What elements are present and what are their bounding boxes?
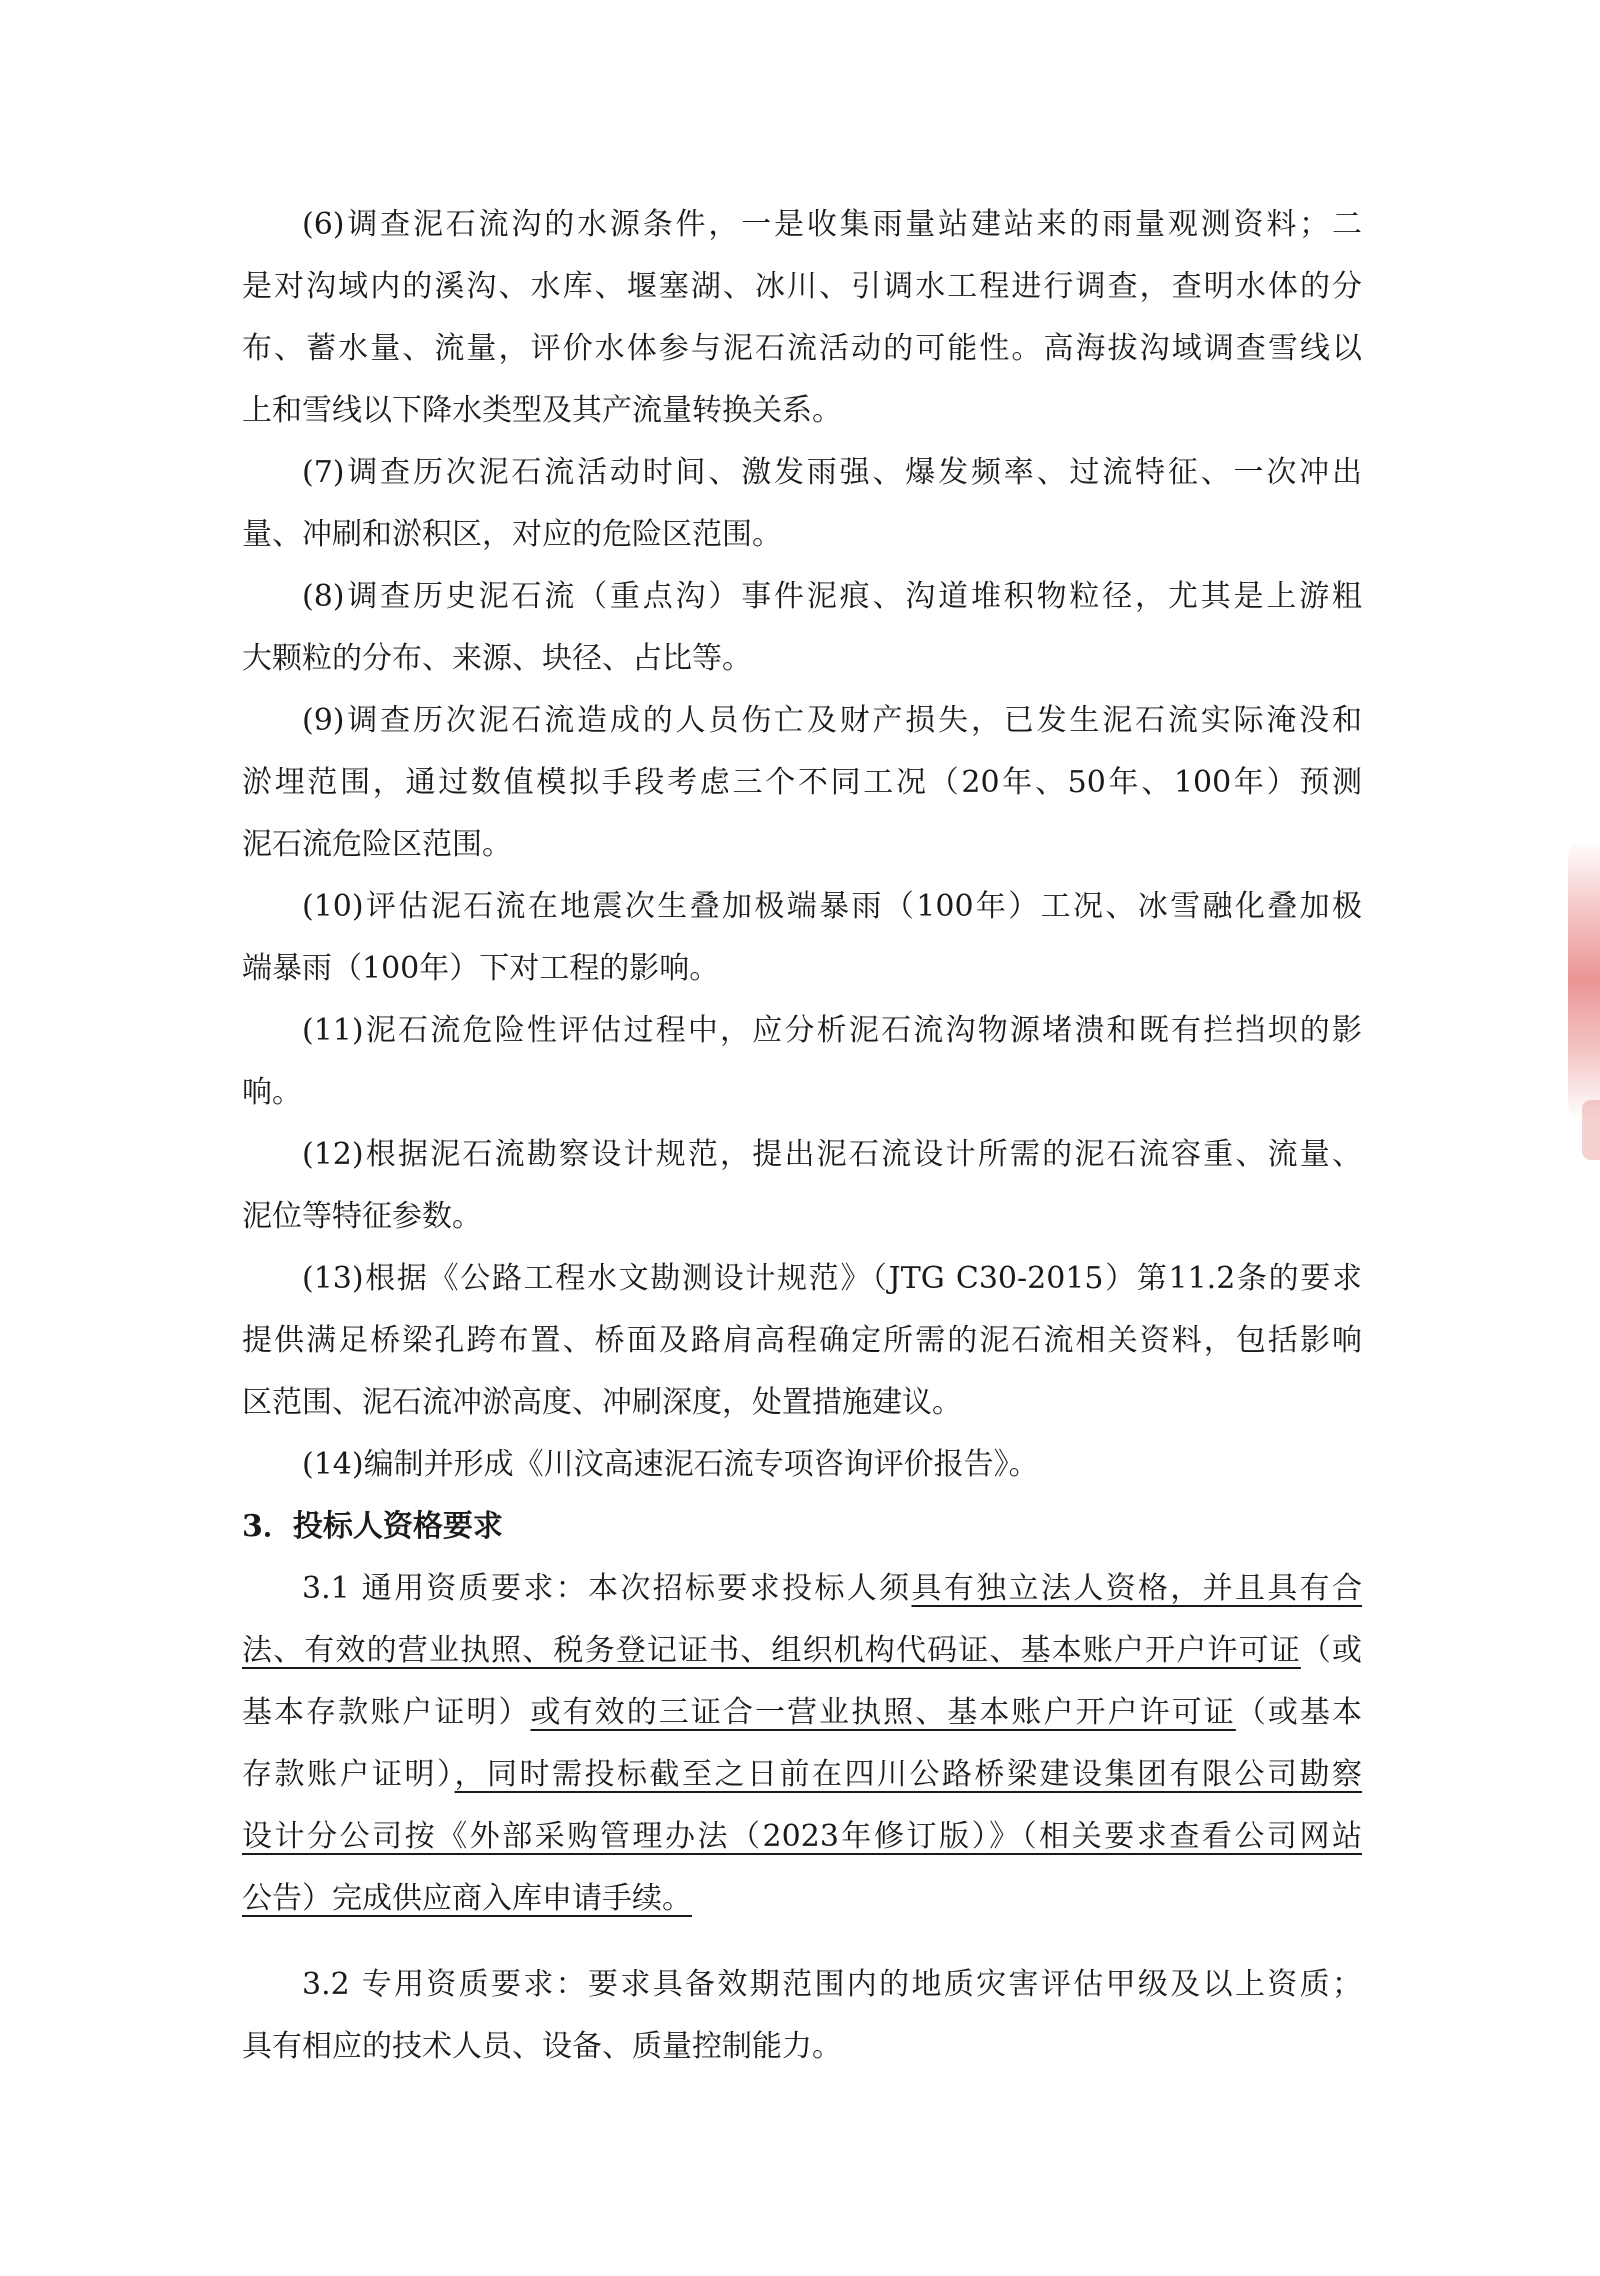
section-3-1-line-6-underlined: 公告）完成供应商入库申请手续。 [242,1881,692,1916]
paragraph-8-line-1: (8)调查历史泥石流（重点沟）事件泥痕、沟道堆积物粒径，尤其是上游粗 [302,579,1362,614]
section-3-1-line-6 [242,1868,1362,1930]
section-3-1-line-1-underlined: 具有独立法人资格，并且具有合 [911,1571,1363,1606]
section-3-1-line-3-text-a: 基本存款账户证明） [242,1695,531,1730]
paragraph-11-line-2: 响。 [242,1075,302,1110]
section-3-1-line-1 [302,1558,1362,1620]
paragraph-9-line-2: 淤埋范围，通过数值模拟手段考虑三个不同工况（20年、50年、100年）预测 [242,765,1362,800]
paragraph-10-line-2: 端暴雨（100年）下对工程的影响。 [242,951,720,986]
section-3-1-line-2-text: （或 [1300,1633,1363,1668]
paragraph-6-line-4: 上和雪线以下降水类型及其产流量转换关系。 [242,393,842,428]
section-3-heading: 3．投标人资格要求 [242,1509,503,1544]
section-3-1-line-2 [242,1620,1362,1682]
paragraph-12-line-1: (12)根据泥石流勘察设计规范，提出泥石流设计所需的泥石流容重、流量、 [302,1137,1362,1172]
seal-stamp-fragment-lower [1582,1100,1600,1160]
paragraph-7-line-1: (7)调查历次泥石流活动时间、激发雨强、爆发频率、过流特征、一次冲出 [302,455,1362,490]
section-3-2-line-2: 具有相应的技术人员、设备、质量控制能力。 [242,2029,842,2064]
paragraph-10-line-1: (10)评估泥石流在地震次生叠加极端暴雨（100年）工况、冰雪融化叠加极 [302,889,1362,924]
paragraph-9-line-3: 泥石流危险区范围。 [242,827,512,862]
section-3-1-line-2-underlined: 法、有效的营业执照、税务登记证书、组织机构代码证、基本账户开户许可证 [242,1633,1301,1668]
paragraph-11-line-1: (11)泥石流危险性评估过程中，应分析泥石流沟物源堵溃和既有拦挡坝的影 [302,1013,1362,1048]
paragraph-13-line-2: 提供满足桥梁孔跨布置、桥面及路肩高程确定所需的泥石流相关资料，包括影响 [242,1323,1362,1358]
paragraph-9-line-1: (9)调查历次泥石流造成的人员伤亡及财产损失，已发生泥石流实际淹没和 [302,703,1362,738]
paragraph-12-line-2: 泥位等特征参数。 [242,1199,482,1234]
paragraph-6-line-3: 布、蓄水量、流量，评价水体参与泥石流活动的可能性。高海拔沟域调查雪线以 [242,331,1362,366]
section-3-1-line-3 [242,1682,1362,1744]
section-3-1-line-4 [242,1744,1362,1806]
section-3-1-line-4-underlined: ，同时需投标截至之日前在四川公路桥梁建设集团有限公司勘察 [454,1757,1362,1792]
section-3-1-line-1-text: 3.1 通用资质要求：本次招标要求投标人须 [302,1571,912,1606]
paragraph-13-line-1: (13)根据《公路工程水文勘测设计规范》（JTG C30-2015）第11.2条的要求 [302,1261,1362,1296]
paragraph-14-line-1: (14)编制并形成《川汶高速泥石流专项咨询评价报告》。 [302,1447,1039,1482]
seal-stamp-fragment [1568,840,1600,1120]
section-3-1-line-4-text: 存款账户证明） [242,1757,455,1792]
paragraph-6-line-1: (6)调查泥石流沟的水源条件，一是收集雨量站建站来的雨量观测资料；二 [302,207,1362,242]
section-3-2-line-1: 3.2 专用资质要求：要求具备效期范围内的地质灾害评估甲级及以上资质； [302,1967,1362,2002]
paragraph-7-line-2: 量、冲刷和淤积区，对应的危险区范围。 [242,517,782,552]
section-3-1-line-3-underlined: 或有效的三证合一营业执照、基本账户开户许可证 [530,1695,1236,1730]
section-3-1-line-5-underlined: 设计分公司按《外部采购管理办法（2023年修订版）》（相关要求查看公司网站 [242,1819,1362,1854]
section-3-1-line-3-text-b: （或基本 [1235,1695,1363,1730]
paragraph-8-line-2: 大颗粒的分布、来源、块径、占比等。 [242,641,752,676]
paragraph-13-line-3: 区范围、泥石流冲淤高度、冲刷深度，处置措施建议。 [242,1385,962,1420]
section-3-1-line-5 [242,1806,1362,1868]
paragraph-6-line-2: 是对沟域内的溪沟、水库、堰塞湖、冰川、引调水工程进行调查，查明水体的分 [242,269,1362,304]
